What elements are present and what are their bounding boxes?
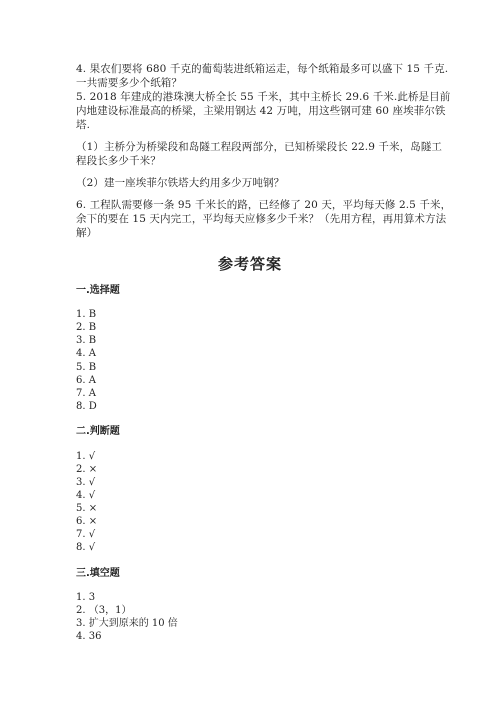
answer-item: 2. （3，1） — [76, 605, 132, 616]
answer-item: 2. × — [76, 464, 98, 475]
answer-item: 7. √ — [76, 529, 96, 540]
answer-item: 4. 36 — [76, 631, 102, 642]
answer-item: 2. B — [76, 322, 97, 333]
answer-item: 5. B — [76, 362, 97, 373]
question-5-part-1-line-2: 程段长多少千米？ — [76, 155, 161, 167]
question-4-line-2: 一共需要多少个纸箱？ — [76, 77, 182, 89]
answer-item: 6. × — [76, 516, 98, 527]
question-5-line-1: 5. 2018 年建成的港珠澳大桥全长 55 千米，其中主桥长 29.6 千米.此桥是目前 — [76, 91, 451, 103]
answer-item: 1. 3 — [76, 592, 96, 603]
answer-item: 7. A — [76, 388, 96, 399]
answer-item: 3. B — [76, 335, 97, 346]
answer-item: 3. 扩大到原来的 10 倍 — [76, 618, 178, 629]
answer-item: 1. B — [76, 309, 97, 320]
question-5-part-2-line-1: （2）建一座埃菲尔铁塔大约用多少万吨钢？ — [76, 177, 285, 189]
answer-item: 8. D — [76, 401, 97, 412]
question-5-line-3: 塔. — [76, 119, 91, 131]
question-6-line-3: 解） — [76, 227, 98, 239]
section-heading: 一.选择题 — [76, 285, 120, 296]
question-4-line-1: 4. 果农们要将 680 千克的葡萄装进纸箱运走，每个纸箱最多可以盛下 15 千克. — [76, 63, 449, 75]
answer-item: 4. √ — [76, 490, 96, 501]
section-heading: 三.填空题 — [76, 568, 120, 579]
question-6-line-2: 余下的要在 15 天内完工，平均每天应修多少千米？（先用方程，再用算术方法 — [76, 213, 447, 225]
section-heading: 二.判断题 — [76, 426, 120, 437]
answer-item: 4. A — [76, 348, 96, 359]
question-6-line-1: 6. 工程队需要修一条 95 千米长的路，已经修了 20 天，平均每天修 2.5 千米， — [76, 199, 452, 211]
question-5-part-1-line-1: （1）主桥分为桥梁段和岛隧工程段两部分，已知桥梁段长 22.9 千米，岛隧工 — [76, 141, 443, 153]
question-5-line-2: 内地建设标准最高的桥梁，主梁用钢达 42 万吨，用这些钢可建 60 座埃菲尔铁 — [76, 105, 446, 117]
answer-key-title: 参考答案 — [217, 255, 282, 273]
answer-item: 1. √ — [76, 451, 96, 462]
answer-item: 6. A — [76, 375, 96, 386]
answer-item: 3. √ — [76, 477, 96, 488]
answer-item: 5. × — [76, 503, 98, 514]
answer-item: 8. √ — [76, 542, 96, 553]
